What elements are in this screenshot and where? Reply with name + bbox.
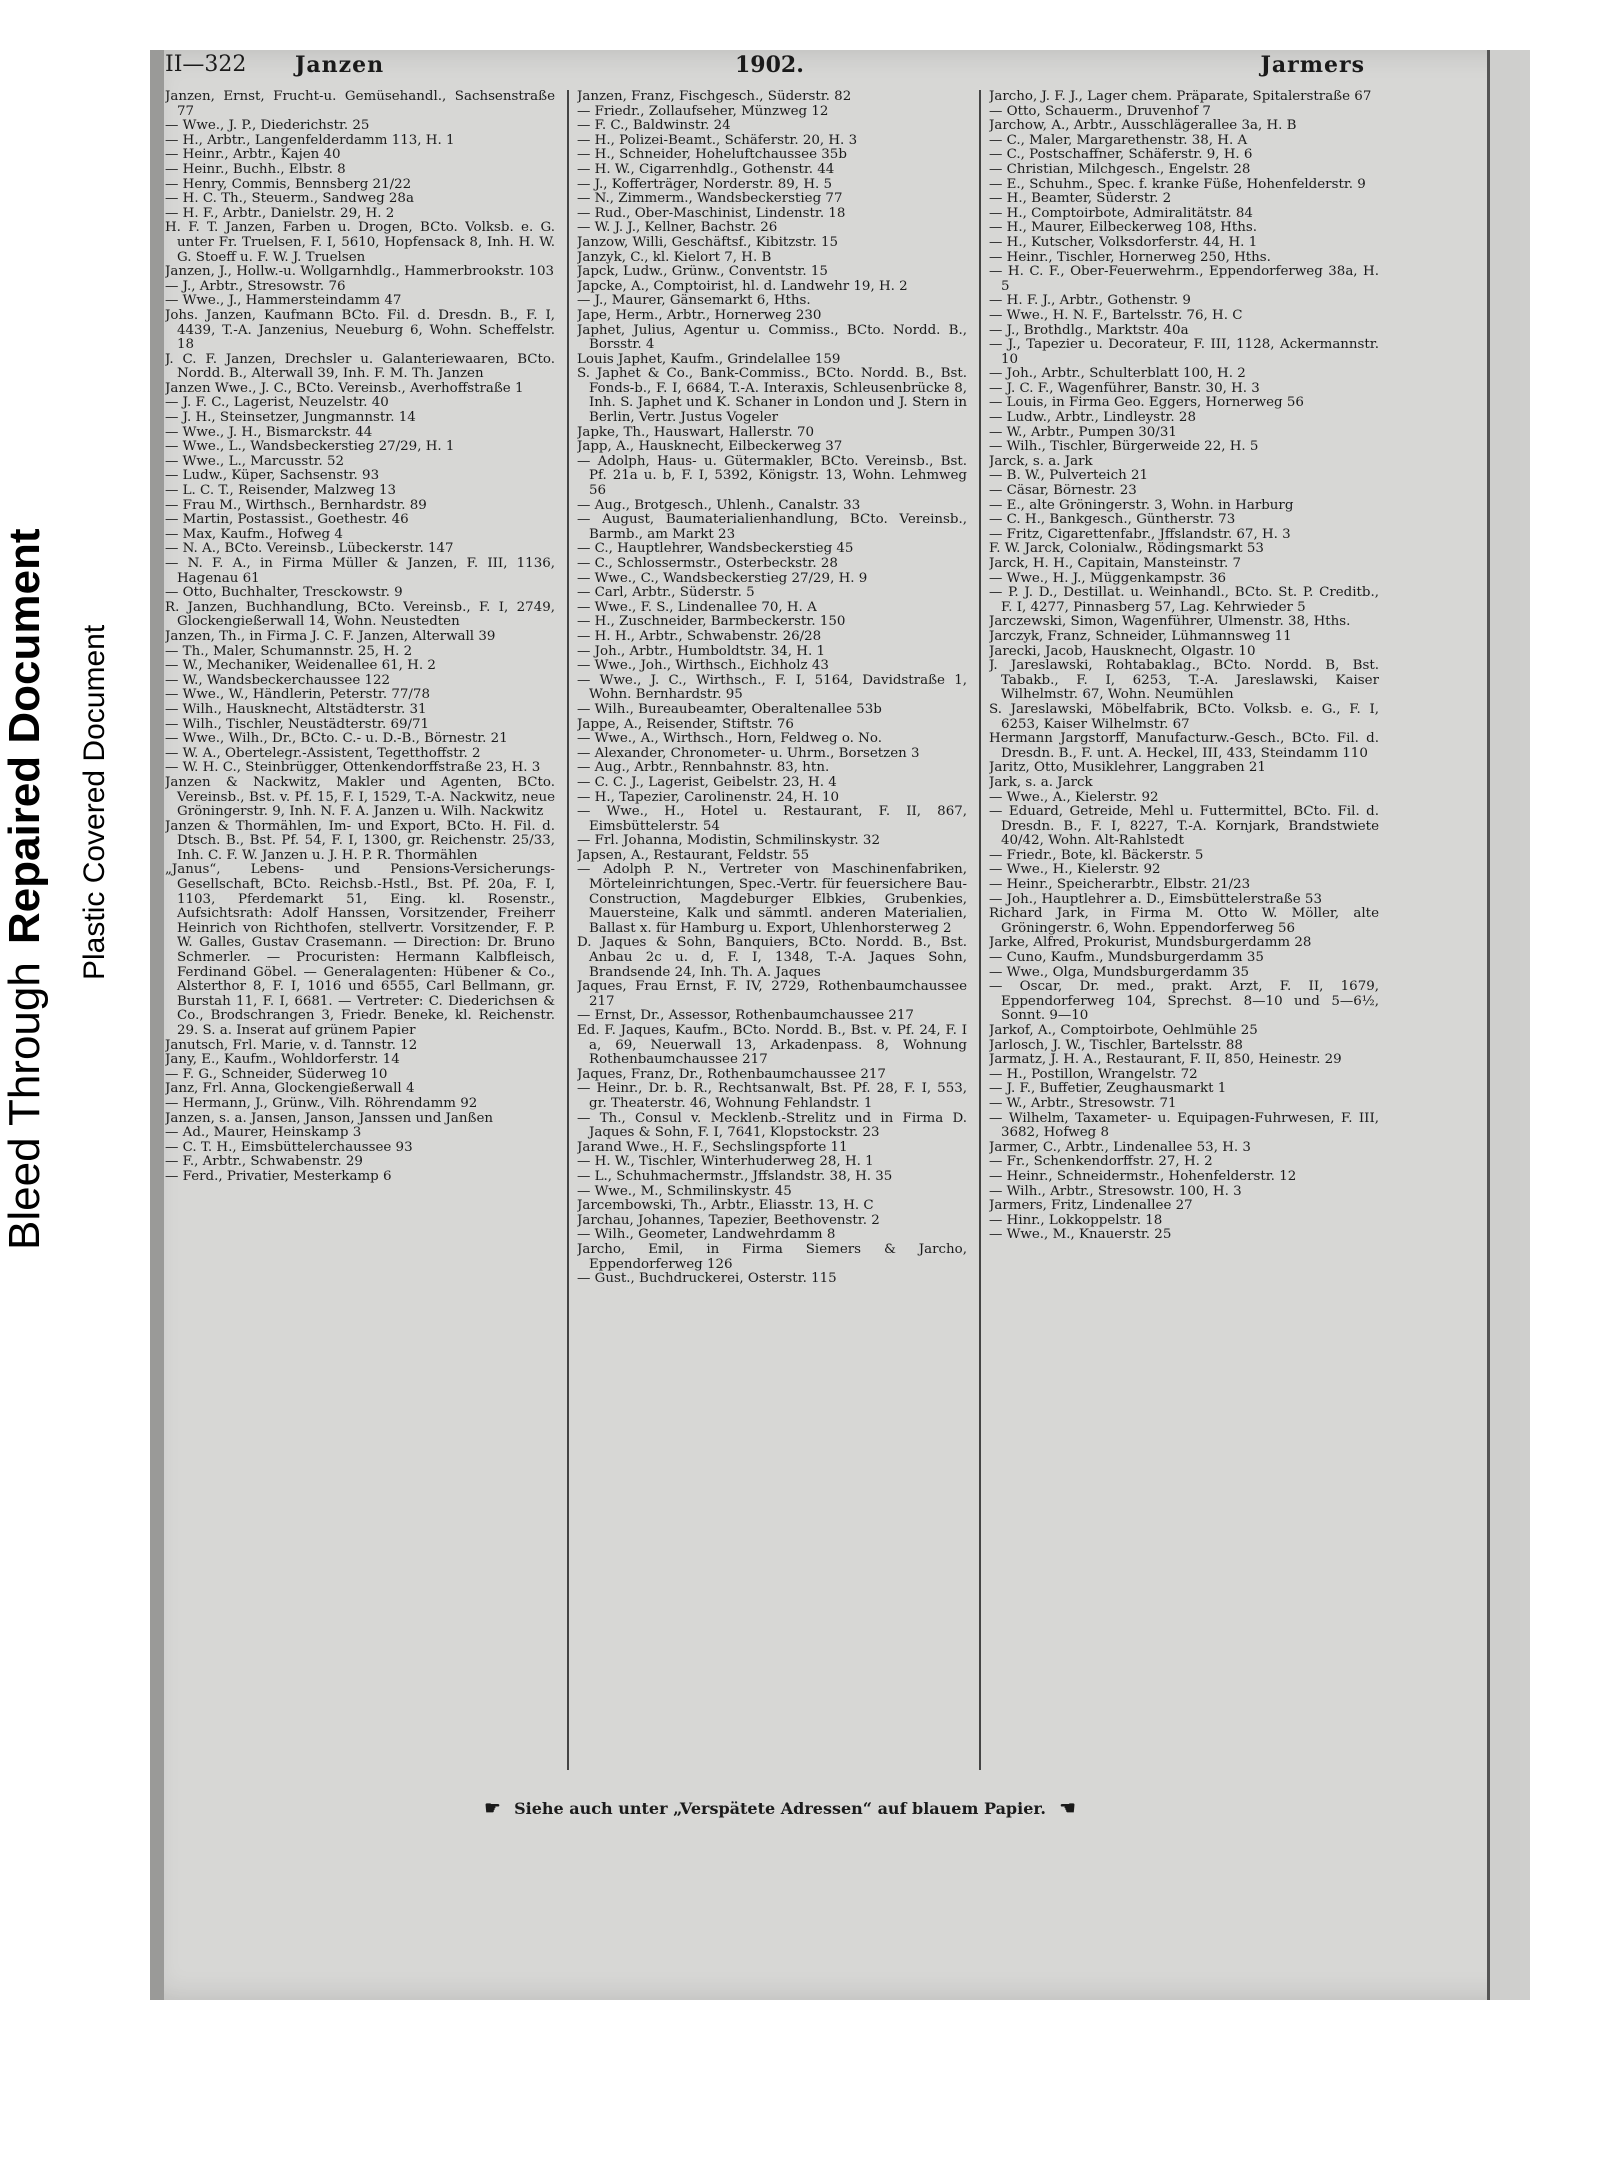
- directory-entry: — Ludw., Arbtr., Lindleystr. 28: [989, 410, 1196, 426]
- page-gutter-left: [150, 50, 164, 2000]
- directory-entry: — W., Arbtr., Pumpen 30/31: [989, 424, 1177, 440]
- directory-entry: Janzen, J., Hollw.-u. Wollgarnhdlg., Hammerbrookstr. 103: [165, 264, 555, 280]
- directory-entry: — Christian, Milchgesch., Engelstr. 28: [989, 161, 1251, 177]
- directory-entry: — Wwe., Wilh., Dr., BCto. C.- u. D.-B., Börnestr. 21: [165, 731, 508, 747]
- directory-entry: Janzow, Willi, Geschäftsf., Kibitzstr. 15: [577, 234, 839, 250]
- directory-entry: — Heinr., Buchh., Elbstr. 8: [165, 161, 346, 177]
- directory-entry: Janutsch, Frl. Marie, v. d. Tannstr. 12: [165, 1037, 418, 1053]
- side-label-plastic-covered: Plastic Covered Document: [78, 624, 111, 980]
- directory-entry: Ed. F. Jaques, Kaufm., BCto. Nordd. B., Bst. v. Pf. 24, F. I a, 69, Neuerwall 13, Arkadenpass. 8, Wohnung Rothenbaumchaussee 217: [577, 1023, 967, 1068]
- directory-entry: Richard Jark, in Firma M. Otto W. Möller, alte Gröningerstr. 6, Wohn. Eppendorferweg 56: [989, 906, 1379, 936]
- directory-entry: — J., Maurer, Gänsemarkt 6, Hths.: [577, 293, 811, 309]
- directory-entry: — Friedr., Zollaufseher, Münzweg 12: [577, 103, 829, 119]
- page-footer: [165, 1798, 1395, 1826]
- directory-columns: [165, 90, 1395, 1770]
- directory-entry: — J. F., Buffetier, Zeughausmarkt 1: [989, 1081, 1227, 1097]
- directory-entry: — Ad., Maurer, Heinskamp 3: [165, 1125, 362, 1141]
- directory-entry: Jarkof, A., Comptoirbote, Oehlmühle 25: [989, 1023, 1258, 1038]
- directory-entry: — W., Arbtr., Stresowstr. 71: [989, 1095, 1177, 1111]
- directory-entry: Japcke, A., Comptoirist, hl. d. Landwehr 19, H. 2: [577, 278, 908, 294]
- directory-entry: — H., Polizei-Beamt., Schäferstr. 20, H. 3: [577, 132, 858, 148]
- page-header: [165, 52, 1395, 82]
- directory-entry: — Henry, Commis, Bennsberg 21/22: [165, 176, 412, 192]
- directory-entry: Jarke, Alfred, Prokurist, Mundsburgerdamm 28: [989, 935, 1312, 951]
- directory-entry: — H. W., Tischler, Winterhuderweg 28, H. 1: [577, 1154, 874, 1170]
- directory-entry: Jany, E., Kaufm., Wohldorferstr. 14: [165, 1052, 400, 1068]
- directory-entry: — C., Hauptlehrer, Wandsbeckerstieg 45: [577, 541, 854, 557]
- directory-entry: — H. F., Arbtr., Danielstr. 29, H. 2: [165, 205, 395, 221]
- directory-entry: — Wwe., J., Hammersteindamm 47: [165, 293, 402, 309]
- directory-entry: — L., Schuhmachermstr., Jffslandstr. 38, H. 35: [577, 1168, 893, 1184]
- directory-entry: „Janus“, Lebens- und Pensions-Versicherungs-Gesellschaft, BCto. Reichsb.-Hstl., Bst. Pf. 20a, F. I, 1103, Pferdemarkt 51, Eing. kl. Rosenstr., Aufsichtsrath: Adolf Hanssen, Vorsitzender, Freiherr Heinrich von Richthofen, stellvertr. Vorsitzender, F. P. W. Galles, Gustav Crasemann. — Direction: Dr. Bruno Schmerler. — Procuristen: Hermann Kalbfleisch, Ferdinand Göbel. — Generalagenten: Hübener & Co., Alsterthor 8, F. I, 1016 und 6555, Carl Bellmann, gr. Burstah 11, F. I, 6681. — Vertreter: C. Diederichsen & Co., Brodschrangen 3, Friedr. Beneke, kl. Reichenstr. 29. S. a. Inserat auf grünem Papier: [165, 862, 555, 1038]
- directory-column-1: [165, 90, 555, 1770]
- column-divider: [979, 90, 981, 1770]
- directory-entry: Jarlosch, J. W., Tischler, Bartelsstr. 88: [989, 1037, 1243, 1053]
- directory-entry: — Th., Consul v. Mecklenb.-Strelitz und in Firma D. Jaques & Sohn, F. I, 7641, Klopstockstr. 23: [577, 1110, 967, 1141]
- directory-entry: F. W. Jarck, Colonialw., Rödingsmarkt 53: [989, 541, 1264, 557]
- page-number: II—322: [165, 52, 247, 77]
- directory-column-2: [577, 90, 967, 1770]
- directory-entry: — H., Arbtr., Langenfelderdamm 113, H. 1: [165, 132, 455, 148]
- directory-entry: Janzen, Th., in Firma J. C. F. Janzen, Alterwall 39: [165, 628, 496, 644]
- directory-entry: Jarecki, Jacob, Hausknecht, Olgastr. 10: [989, 643, 1256, 659]
- directory-entry: Jarchow, A., Arbtr., Ausschlägerallee 3a, H. B: [989, 118, 1297, 134]
- directory-entry: Janzyk, C., kl. Kielort 7, H. B: [577, 249, 772, 265]
- directory-entry: — Wilh., Geometer, Landwehrdamm 8: [577, 1227, 836, 1243]
- directory-entry: — Heinr., Speicherarbtr., Elbstr. 21/23: [989, 877, 1251, 893]
- directory-entry: Japck, Ludw., Grünw., Conventstr. 15: [577, 264, 828, 280]
- directory-entry: — W. A., Obertelegr.-Assistent, Tegetthoffstr. 2: [165, 745, 481, 761]
- directory-entry: — Wilh., Hausknecht, Altstädterstr. 31: [165, 701, 427, 717]
- directory-entry: — P. J. D., Destillat. u. Weinhandl., BCto. St. P. Creditb., F. I, 4277, Pinnasberg 57, Lag. Kehrwieder 5: [989, 585, 1379, 615]
- footer-note: Siehe auch unter „Verspätete Adressen“ auf blauem Papier.: [514, 1799, 1046, 1818]
- directory-entry: — W. H. C., Steinbrügger, Ottenkendorffstraße 23, H. 3: [165, 760, 541, 776]
- directory-entry: — J., Kofferträger, Norderstr. 89, H. 5: [577, 176, 833, 192]
- directory-entry: — Wwe., J. C., Wirthsch., F. I, 5164, Davidstraße 1, Wohn. Bernhardstr. 95: [577, 672, 967, 703]
- directory-entry: — Wwe., H. N. F., Bartelsstr. 76, H. C: [989, 307, 1243, 323]
- directory-entry: Hermann Jargstorff, Manufacturw.-Gesch., BCto. Fil. d. Dresdn. B., F. unt. A. Heckel, III, 433, Steindamm 110: [989, 731, 1379, 761]
- directory-entry: Janzen, Franz, Fischgesch., Süderstr. 82: [577, 90, 852, 104]
- directory-entry: — Cuno, Kaufm., Mundsburgerdamm 35: [989, 950, 1264, 966]
- directory-entry: — B. W., Pulverteich 21: [989, 468, 1149, 484]
- directory-entry: — H. W., Cigarrenhdlg., Gothenstr. 44: [577, 161, 835, 177]
- directory-entry: — Joh., Hauptlehrer a. D., Eimsbüttelerstraße 53: [989, 891, 1322, 907]
- directory-entry: — Wwe., Joh., Wirthsch., Eichholz 43: [577, 658, 829, 674]
- directory-entry: Jape, Herm., Arbtr., Hornerweg 230: [577, 307, 822, 323]
- directory-entry: — Fr., Schenkendorffstr. 27, H. 2: [989, 1154, 1213, 1170]
- directory-entry: — Carl, Arbtr., Süderstr. 5: [577, 585, 755, 601]
- directory-entry: — J., Arbtr., Stresowstr. 76: [165, 278, 346, 294]
- directory-entry: — H. H., Arbtr., Schwabenstr. 26/28: [577, 628, 822, 644]
- directory-entry: — C. C. J., Lagerist, Geibelstr. 23, H. 4: [577, 774, 837, 790]
- directory-entry: Janzen, Ernst, Frucht-u. Gemüsehandl., Sachsenstraße 77: [165, 90, 555, 119]
- directory-entry: — Fritz, Cigarettenfabr., Jffslandstr. 67, H. 3: [989, 526, 1291, 542]
- directory-entry: — Wwe., L., Wandsbeckerstieg 27/29, H. 1: [165, 439, 455, 455]
- column-divider: [567, 90, 569, 1770]
- header-right-keyword: Jarmers: [1260, 52, 1365, 78]
- directory-entry: — H., Tapezier, Carolinenstr. 24, H. 10: [577, 789, 840, 805]
- directory-entry: — H., Kutscher, Volksdorferstr. 44, H. 1: [989, 234, 1258, 250]
- directory-entry: — Wwe., M., Schmilinskystr. 45: [577, 1183, 792, 1199]
- directory-entry: — H., Postillon, Wrangelstr. 72: [989, 1066, 1198, 1082]
- directory-entry: — J., Brothdlg., Marktstr. 40a: [989, 322, 1189, 338]
- directory-entry: — Wwe., J. P., Diederichstr. 25: [165, 118, 370, 134]
- directory-entry: — Joh., Arbtr., Humboldtstr. 34, H. 1: [577, 643, 826, 659]
- directory-entry: — Martin, Postassist., Goethestr. 46: [165, 512, 409, 528]
- directory-entry: — W., Wandsbeckerchaussee 122: [165, 672, 391, 688]
- directory-entry: — J., Tapezier u. Decorateur, F. III, 1128, Ackermannstr. 10: [989, 337, 1379, 367]
- side-label-bleed-through: Bleed Through: [0, 962, 49, 1250]
- directory-entry: Janz, Frl. Anna, Glockengießerwall 4: [165, 1081, 415, 1097]
- directory-entry: — E., alte Gröningerstr. 3, Wohn. in Harburg: [989, 497, 1294, 513]
- directory-entry: Jarcho, J. F. J., Lager chem. Präparate, Spitalerstraße 67: [989, 90, 1372, 104]
- directory-entry: — Frau M., Wirthsch., Bernhardstr. 89: [165, 497, 427, 513]
- directory-entry: — August, Baumaterialienhandlung, BCto. Vereinsb., Barmb., am Markt 23: [577, 512, 967, 542]
- directory-entry: — Gust., Buchdruckerei, Osterstr. 115: [577, 1271, 837, 1287]
- directory-entry: Japhet, Julius, Agentur u. Commiss., BCto. Nordd. B., Borsstr. 4: [577, 322, 967, 353]
- directory-entry: — Ferd., Privatier, Mesterkamp 6: [165, 1168, 392, 1184]
- directory-entry: — Wwe., M., Knauerstr. 25: [989, 1227, 1172, 1243]
- directory-entry: — Wwe., H. J., Müggenkampstr. 36: [989, 570, 1226, 586]
- directory-entry: — J. H., Steinsetzer, Jungmannstr. 14: [165, 410, 416, 426]
- directory-entry: — H., Schneider, Hoheluftchaussee 35b: [577, 147, 847, 163]
- directory-entry: — Wwe., L., Marcusstr. 52: [165, 453, 345, 469]
- directory-entry: Jarcembowski, Th., Arbtr., Eliasstr. 13, H. C: [577, 1198, 874, 1214]
- directory-entry: — Joh., Arbtr., Schulterblatt 100, H. 2: [989, 366, 1246, 382]
- directory-entry: Johs. Janzen, Kaufmann BCto. Fil. d. Dresdn. B., F. I, 4439, T.-A. Janzenius, Neueburg 6, Wohn. Scheffelstr. 18: [165, 307, 555, 353]
- directory-entry: — Heinr., Tischler, Hornerweg 250, Hths.: [989, 249, 1271, 265]
- pointing-hand-right-icon: ☛: [484, 1798, 501, 1819]
- directory-entry: — Wwe., W., Händlerin, Peterstr. 77/78: [165, 687, 430, 703]
- directory-entry: — Otto, Schauerm., Druvenhof 7: [989, 103, 1211, 119]
- directory-entry: Louis Japhet, Kaufm., Grindelallee 159: [577, 351, 841, 367]
- directory-entry: — Ernst, Dr., Assessor, Rothenbaumchaussee 217: [577, 1008, 914, 1024]
- directory-entry: Jappe, A., Reisender, Stiftstr. 76: [577, 716, 794, 732]
- directory-entry: Jarmer, C., Arbtr., Lindenallee 53, H. 3: [989, 1139, 1251, 1155]
- directory-entry: — L. C. T., Reisender, Malzweg 13: [165, 483, 396, 499]
- directory-entry: — Wwe., C., Wandsbeckerstieg 27/29, H. 9: [577, 570, 868, 586]
- directory-entry: — Adolph P. N., Vertreter von Maschinenfabriken, Mörteleinrichtungen, Spec.-Vertr. für feuersichere Bau-Construction, Magdeburger Elbkies, Grubenkies, Mauersteine, Kalk und sämmtl. anderen Materialien, Ballast x. für Hamburg u. Export, Uhlenhorsterweg 2: [577, 862, 967, 936]
- directory-entry: Jark, s. a. Jarck: [989, 774, 1093, 790]
- directory-entry: — Wwe., F. S., Lindenallee 70, H. A: [577, 599, 817, 615]
- directory-entry: — F. G., Schneider, Süderweg 10: [165, 1066, 388, 1082]
- directory-entry: — C. H., Bankgesch., Güntherstr. 73: [989, 512, 1236, 528]
- directory-entry: Jarand Wwe., H. F., Sechslingspforte 11: [577, 1139, 848, 1155]
- directory-entry: Jarczyk, Franz, Schneider, Lühmannsweg 11: [989, 628, 1292, 644]
- directory-entry: — H., Maurer, Eilbeckerweg 108, Hths.: [989, 220, 1258, 236]
- directory-entry: — W., Mechaniker, Weidenallee 61, H. 2: [165, 658, 436, 674]
- directory-entry: — Rud., Ober-Maschinist, Lindenstr. 18: [577, 205, 846, 221]
- directory-entry: — C. T. H., Eimsbüttelerchaussee 93: [165, 1139, 413, 1155]
- directory-entry: S. Jareslawski, Möbelfabrik, BCto. Volksb. e. G., F. I, 6253, Kaiser Wilhelmstr. 67: [989, 701, 1379, 732]
- directory-entry: — N. A., BCto. Vereinsb., Lübeckerstr. 147: [165, 541, 454, 557]
- directory-entry: — Adolph, Haus- u. Gütermakler, BCto. Vereinsb., Bst. Pf. 21a u. b, F. I, 5392, Königstr. 13, Wohn. Lehmweg 56: [577, 453, 967, 499]
- directory-entry: Jarczewski, Simon, Wagenführer, Ulmenstr. 38, Hths.: [989, 614, 1351, 630]
- directory-entry: Jarchau, Johannes, Tapezier, Beethovenstr. 2: [577, 1212, 880, 1228]
- directory-entry: — Heinr., Arbtr., Kajen 40: [165, 147, 341, 163]
- directory-entry: — Wwe., A., Kielerstr. 92: [989, 789, 1159, 805]
- directory-entry: — Alexander, Chronometer- u. Uhrm., Borsetzen 3: [577, 745, 920, 761]
- directory-entry: Japke, Th., Hauswart, Hallerstr. 70: [577, 424, 814, 440]
- directory-entry: — H. F. J., Arbtr., Gothenstr. 9: [989, 293, 1191, 309]
- directory-entry: — C., Schlossermstr., Osterbeckstr. 28: [577, 556, 838, 571]
- directory-entry: — Hinr., Lokkoppelstr. 18: [989, 1212, 1163, 1228]
- directory-entry: — J. F. C., Lagerist, Neuzelstr. 40: [165, 395, 389, 411]
- directory-column-3: [989, 90, 1379, 1770]
- directory-entry: — Heinr., Schneidermstr., Hohenfelderstr. 12: [989, 1168, 1297, 1184]
- directory-entry: — C., Postschaffner, Schäferstr. 9, H. 6: [989, 147, 1253, 163]
- directory-entry: — J. C. F., Wagenführer, Banstr. 30, H. 3: [989, 380, 1260, 396]
- directory-entry: — E., Schuhm., Spec. f. kranke Füße, Hohenfelderstr. 9: [989, 176, 1366, 192]
- directory-entry: — H. C. Th., Steuerm., Sandweg 28a: [165, 191, 414, 207]
- directory-entry: — Frl. Johanna, Modistin, Schmilinskystr. 32: [577, 833, 880, 849]
- directory-entry: — W. J. J., Kellner, Bachstr. 26: [577, 220, 778, 236]
- directory-entry: — Wilh., Bureaubeamter, Oberaltenallee 53b: [577, 701, 882, 717]
- pointing-hand-left-icon: ☚: [1059, 1798, 1076, 1819]
- directory-entry: — N. F. A., in Firma Müller & Janzen, F. III, 1136, Hagenau 61: [165, 556, 555, 586]
- directory-entry: — Wwe., H., Hotel u. Restaurant, F. II, 867, Eimsbüttelerstr. 54: [577, 804, 967, 834]
- directory-entry: — Oscar, Dr. med., prakt. Arzt, F. II, 1679, Eppendorferweg 104, Sprechst. 8—10 und 5—6½, Sonnt. 9—10: [989, 979, 1379, 1024]
- directory-entry: — Ludw., Küper, Sachsenstr. 93: [165, 468, 380, 484]
- directory-entry: — Wilh., Tischler, Bürgerweide 22, H. 5: [989, 439, 1259, 455]
- directory-entry: — Heinr., Dr. b. R., Rechtsanwalt, Bst. Pf. 28, F. I, 553, gr. Theaterstr. 46, Wohnung Fehlandstr. 1: [577, 1081, 967, 1111]
- directory-entry: H. F. T. Janzen, Farben u. Drogen, BCto. Volksb. e. G. unter Fr. Truelsen, F. I, 5610, Hopfensack 8, Inh. H. W. G. Stoeff u. F. W. J. Truelsen: [165, 220, 555, 265]
- directory-entry: Janzen, s. a. Jansen, Janson, Janssen und Janßen: [165, 1110, 493, 1126]
- directory-entry: — Aug., Brotgesch., Uhlenh., Canalstr. 33: [577, 497, 861, 513]
- directory-entry: D. Jaques & Sohn, Banquiers, BCto. Nordd. B., Bst. Anbau 2c u. d, F. I, 1348, T.-A. Jaques Sohn, Brandsende 24, Inh. Th. A. Jaques: [577, 935, 967, 980]
- directory-entry: — Wilh., Arbtr., Stresowstr. 100, H. 3: [989, 1183, 1242, 1199]
- directory-entry: R. Janzen, Buchhandlung, BCto. Vereinsb., F. I, 2749, Glockengießerwall 14, Wohn. Neustedten: [165, 599, 555, 630]
- directory-entry: — Hermann, J., Grünw., Vilh. Röhrendamm 92: [165, 1095, 478, 1111]
- directory-entry: J. C. F. Janzen, Drechsler u. Galanteriewaaren, BCto. Nordd. B., Alterwall 39, Inh. F. M. Th. Janzen: [165, 351, 555, 382]
- directory-entry: — N., Zimmerm., Wandsbeckerstieg 77: [577, 191, 843, 207]
- page-gutter-right: [1487, 50, 1530, 2000]
- directory-entry: — Max, Kaufm., Hofweg 4: [165, 526, 343, 542]
- directory-entry: — C., Maler, Margarethenstr. 38, H. A: [989, 132, 1248, 148]
- directory-entry: Japp, A., Hausknecht, Eilbeckerweg 37: [577, 439, 843, 455]
- directory-entry: — Aug., Arbtr., Rennbahnstr. 83, htn.: [577, 760, 830, 776]
- directory-entry: Jaritz, Otto, Musiklehrer, Langgraben 21: [989, 760, 1266, 776]
- directory-entry: — Friedr., Bote, kl. Bäckerstr. 5: [989, 847, 1204, 863]
- directory-entry: — Wwe., Olga, Mundsburgerdamm 35: [989, 964, 1250, 980]
- directory-entry: Jarmatz, J. H. A., Restaurant, F. II, 850, Heinestr. 29: [989, 1052, 1342, 1068]
- directory-entry: — H., Beamter, Süderstr. 2: [989, 191, 1172, 207]
- side-labels: [0, 240, 150, 1260]
- directory-entry: — F. C., Baldwinstr. 24: [577, 118, 731, 134]
- header-year: 1902.: [735, 52, 804, 78]
- directory-entry: — Louis, in Firma Geo. Eggers, Hornerweg 56: [989, 395, 1304, 411]
- directory-entry: — H., Zuschneider, Barmbeckerstr. 150: [577, 614, 846, 630]
- directory-entry: S. Japhet & Co., Bank-Commiss., BCto. Nordd. B., Bst. Fonds-b., F. I, 6684, T.-A. Interaxis, Schleusenbrücke 8, Inh. S. Japhet und K. Schaner in London und J. Stern in Berlin, Vertr. Justus Vogeler: [577, 366, 967, 426]
- directory-entry: — Th., Maler, Schumannstr. 25, H. 2: [165, 643, 413, 659]
- directory-entry: — Eduard, Getreide, Mehl u. Futtermittel, BCto. Fil. d. Dresdn. B., F. I, 8227, T.-A. Kornjark, Brandstwiete 40/42, Wohn. Alt-Rahlstedt: [989, 804, 1379, 849]
- directory-entry: — Wwe., A., Wirthsch., Horn, Feldweg o. No.: [577, 731, 882, 747]
- directory-entry: Japsen, A., Restaurant, Feldstr. 55: [577, 847, 810, 863]
- directory-entry: — H., Comptoirbote, Admiralitätstr. 84: [989, 205, 1253, 221]
- directory-entry: — Wwe., J. H., Bismarckstr. 44: [165, 424, 373, 440]
- directory-entry: — Cäsar, Börnestr. 23: [989, 483, 1137, 499]
- directory-entry: Janzen Wwe., J. C., BCto. Vereinsb., Averhoffstraße 1: [165, 380, 524, 396]
- directory-entry: Jarcho, Emil, in Firma Siemers & Jarcho, Eppendorferweg 126: [577, 1241, 967, 1272]
- directory-entry: — Wilhelm, Taxameter- u. Equipagen-Fuhrwesen, F. III, 3682, Hofweg 8: [989, 1110, 1379, 1141]
- directory-entry: — Otto, Buchhalter, Tresckowstr. 9: [165, 585, 403, 601]
- directory-entry: Janzen & Nackwitz, Makler und Agenten, BCto. Vereinsb., Bst. v. Pf. 15, F. I, 1529, T.-A. Nackwitz, neue Gröningerstr. 9, Inh. N. F. A. Janzen u. Wilh. Nackwitz: [165, 774, 555, 820]
- directory-entry: — Wwe., H., Kielerstr. 92: [989, 862, 1161, 878]
- directory-entry: Janzen & Thormählen, Im- und Export, BCto. H. Fil. d. Dtsch. B., Bst. Pf. 54, F. I, 1300, gr. Reichenstr. 25/33, Inh. C. F. W. Janzen u. J. H. P. R. Thormählen: [165, 818, 555, 863]
- directory-entry: Jarck, H. H., Capitain, Mansteinstr. 7: [989, 556, 1242, 571]
- directory-entry: — H. C. F., Ober-Feuerwehrm., Eppendorferweg 38a, H. 5: [989, 264, 1379, 294]
- side-label-bleed-repaired: [0, 529, 50, 1251]
- directory-entry: — F., Arbtr., Schwabenstr. 29: [165, 1154, 363, 1170]
- header-left-keyword: Janzen: [295, 52, 385, 78]
- directory-entry: Jarck, s. a. Jark: [989, 453, 1093, 469]
- side-label-repaired-document: Repaired Document: [0, 528, 49, 945]
- directory-entry: — Wilh., Tischler, Neustädterstr. 69/71: [165, 716, 430, 732]
- directory-entry: Jaques, Franz, Dr., Rothenbaumchaussee 217: [577, 1066, 886, 1082]
- directory-entry: J. Jareslawski, Rohtabaklag., BCto. Nordd. B, Bst. Tabakb., F. I, 6253, T.-A. Jareslawski, Kaiser Wilhelmstr. 67, Wohn. Neumühlen: [989, 658, 1379, 703]
- directory-entry: Jarmers, Fritz, Lindenallee 27: [989, 1198, 1193, 1214]
- directory-entry: Jaques, Frau Ernst, F. IV, 2729, Rothenbaumchaussee 217: [577, 979, 967, 1009]
